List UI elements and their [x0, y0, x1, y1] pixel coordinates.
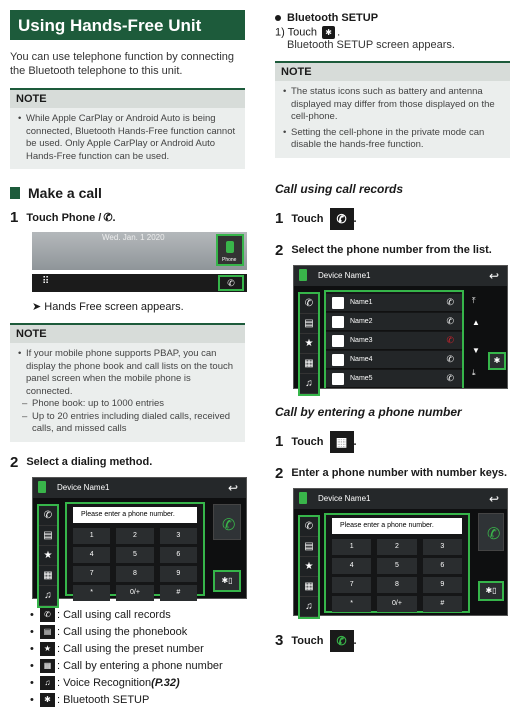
- phonebook-icon[interactable]: ▤: [300, 314, 318, 334]
- key[interactable]: 0/+: [116, 585, 153, 601]
- note-heading: NOTE: [10, 325, 245, 343]
- records-step-2: 2 Select the phone number from the list.: [275, 241, 492, 259]
- legend-item: • ✆ : Call using call records: [32, 607, 245, 624]
- key[interactable]: 5: [116, 547, 153, 563]
- scroll-up-icon[interactable]: ▲: [472, 317, 480, 327]
- legend-item: • ▦ : Call by entering a phone number: [32, 658, 245, 675]
- legend-item: • ★ : Call using the preset number: [32, 641, 245, 658]
- keypad: [324, 513, 470, 613]
- call-icon: ✆: [222, 516, 236, 534]
- handsfree-screen: [32, 477, 247, 599]
- legend-item: • ✱ : Bluetooth SETUP: [32, 692, 245, 709]
- call-records-icon[interactable]: ✆: [39, 506, 57, 526]
- bluetooth-setup-button[interactable]: ✱▯: [478, 581, 504, 601]
- key[interactable]: 0/+: [377, 596, 416, 612]
- list-item[interactable]: Name3 ✆: [326, 332, 462, 350]
- key[interactable]: 5: [377, 558, 416, 574]
- note-box-3: [275, 61, 510, 158]
- step-text: Select a dialing method.: [26, 456, 153, 468]
- scroll-top-icon[interactable]: ⤒: [472, 295, 476, 305]
- section-mark-icon: [10, 187, 20, 199]
- legend-item: • ♫ : Voice Recognition (P.32): [32, 675, 245, 692]
- dialpad-icon[interactable]: ▦: [39, 566, 57, 586]
- key[interactable]: 2: [116, 528, 153, 544]
- entry-step-3: 3 Touch ✆ .: [275, 630, 510, 652]
- navbar-image: [32, 274, 247, 292]
- keypad-grid: [67, 526, 203, 603]
- call-button[interactable]: [478, 513, 504, 551]
- note-box: [10, 88, 245, 169]
- outgoing-call-icon: ✆: [446, 353, 454, 364]
- dialpad-screen: [293, 488, 508, 616]
- dialpad-icon: ▦: [330, 431, 354, 453]
- key[interactable]: #: [160, 585, 197, 601]
- result-text: ➤ Hands Free screen appears.: [32, 301, 184, 313]
- bt-step: 1) Touch ✱ .: [275, 26, 341, 39]
- records-title: Call using call records: [275, 181, 404, 196]
- key[interactable]: 1: [73, 528, 110, 544]
- step-number: 1: [10, 209, 19, 226]
- call-icon: ✆: [330, 630, 354, 652]
- note-body: [275, 81, 510, 158]
- back-icon[interactable]: ↩: [488, 268, 499, 283]
- call-records-icon[interactable]: ✆: [300, 517, 318, 537]
- keypad: [65, 502, 205, 596]
- phone-button[interactable]: [216, 234, 244, 266]
- voice-icon[interactable]: ♫: [39, 586, 57, 606]
- note-item: • The status icons such as battery and antenna displayed may differ from those displayed on the cell-phone.: [283, 86, 502, 124]
- key[interactable]: 7: [73, 566, 110, 582]
- scroll-down-icon[interactable]: ▼: [472, 345, 480, 355]
- note-heading: NOTE: [275, 63, 510, 81]
- call-records-icon: • ✆: [40, 608, 55, 622]
- key[interactable]: 3: [160, 528, 197, 544]
- bluetooth-setup-button[interactable]: ✱: [488, 352, 506, 370]
- screen-header: [294, 489, 507, 509]
- key[interactable]: 9: [160, 566, 197, 582]
- bluetooth-phone-icon: [299, 269, 307, 281]
- device-name: Device Name1: [318, 493, 371, 503]
- note-body: [10, 343, 245, 442]
- star-icon: • ★: [40, 642, 55, 656]
- bluetooth-phone-icon: [299, 492, 307, 504]
- star-icon[interactable]: ★: [300, 334, 318, 354]
- entry-title: Call by entering a phone number: [275, 404, 462, 419]
- back-icon[interactable]: ↩: [227, 480, 238, 495]
- voice-icon: • ♫: [40, 676, 55, 690]
- method-sidebar: [298, 515, 320, 619]
- phonebook-icon[interactable]: ▤: [39, 526, 57, 546]
- key[interactable]: 4: [73, 547, 110, 563]
- missed-call-icon: ✆: [446, 334, 454, 345]
- phonebook-icon[interactable]: ▤: [300, 537, 318, 557]
- bluetooth-phone-icon: [38, 481, 46, 493]
- call-records-screen: [293, 265, 508, 389]
- voice-icon[interactable]: ♫: [300, 597, 318, 617]
- note-subitem: – Up to 20 entries including dialed calls, received calls, and missed calls: [18, 411, 237, 436]
- key[interactable]: 9: [423, 577, 462, 593]
- device-name: Device Name1: [318, 270, 371, 280]
- note-item: • While Apple CarPlay or Android Auto is being connected, Bluetooth Hands-Free function cannot be used. Only Apple CarPlay or Android Auto Hands-Free function can be used.: [18, 113, 237, 163]
- note-subitem: – Phone book: up to 1000 entries: [18, 398, 237, 411]
- bt-heading: Bluetooth SETUP: [275, 12, 510, 24]
- right-column: [275, 12, 510, 652]
- list-item[interactable]: Name1 ✆: [326, 294, 462, 312]
- key[interactable]: 7: [332, 577, 371, 593]
- star-icon[interactable]: ★: [300, 557, 318, 577]
- key[interactable]: 2: [377, 539, 416, 555]
- key[interactable]: 4: [332, 558, 371, 574]
- dialpad-icon: • ▦: [40, 659, 55, 673]
- page-title: Using Hands-Free Unit: [10, 10, 245, 40]
- dialpad-icon[interactable]: ▦: [300, 354, 318, 374]
- records-list: [324, 290, 464, 388]
- scroll-bottom-icon[interactable]: ⤓: [472, 367, 476, 377]
- phone-nav-button[interactable]: ✆: [218, 275, 244, 291]
- keypad-grid: [326, 537, 468, 614]
- call-records-icon: ✆: [330, 208, 354, 230]
- outgoing-call-icon: ✆: [446, 372, 454, 383]
- outgoing-call-icon: ✆: [446, 315, 454, 326]
- key[interactable]: *: [73, 585, 110, 601]
- step-text: Touch: [26, 211, 59, 224]
- screen-header: [294, 266, 507, 286]
- voice-icon[interactable]: ♫: [300, 374, 318, 394]
- phone-label: Phone: [222, 257, 237, 263]
- call-icon: ✆: [487, 525, 501, 543]
- method-sidebar: [298, 292, 320, 396]
- bluetooth-setup-icon: • ✱: [40, 693, 55, 707]
- bluetooth-setup-button[interactable]: ✱▯: [213, 570, 241, 592]
- key[interactable]: 8: [116, 566, 153, 582]
- icon-legend: [32, 607, 245, 709]
- step-2: [10, 454, 245, 471]
- phone-handset-icon: ✆: [103, 212, 113, 224]
- list-item[interactable]: Name4 ✆: [326, 351, 462, 369]
- key[interactable]: 8: [377, 577, 416, 593]
- outgoing-call-icon: ✆: [446, 296, 454, 307]
- list-item[interactable]: Name5 ✆: [326, 370, 462, 388]
- legend-item: • ▤ : Call using the phonebook: [32, 624, 245, 641]
- star-icon[interactable]: ★: [39, 546, 57, 566]
- section-heading-text: Make a call: [28, 185, 102, 201]
- screen-header: [33, 478, 246, 498]
- step-1: 1 Touch Phone / ✆ .: [10, 209, 116, 226]
- note-item: • Setting the cell-phone in the private mode can disable the hands-free function.: [283, 127, 502, 152]
- note-heading: NOTE: [10, 90, 245, 108]
- note-body: [10, 108, 245, 169]
- note-box-2: [10, 323, 245, 442]
- section-heading: [10, 185, 245, 201]
- phone-number-field[interactable]: Please enter a phone number.: [332, 518, 462, 534]
- intro-text: You can use telephone function by connecting the Bluetooth telephone to this unit.: [10, 51, 235, 77]
- bt-result: Bluetooth SETUP screen appears.: [287, 39, 455, 51]
- left-column: [10, 10, 245, 709]
- entry-step-2: 2 Enter a phone number with number keys.: [275, 464, 508, 482]
- method-sidebar: [37, 504, 59, 608]
- home-screen-image: [32, 232, 247, 270]
- step-bold: Phone /: [61, 211, 102, 224]
- grid-icon: ⠿: [42, 276, 50, 287]
- device-name: Device Name1: [57, 482, 110, 492]
- entry-step-1: 1 Touch ▦ .: [275, 431, 510, 453]
- date-text: Wed. Jan. 1 2020: [102, 233, 165, 242]
- key[interactable]: 1: [332, 539, 371, 555]
- back-icon[interactable]: ↩: [488, 491, 499, 506]
- key[interactable]: 6: [423, 558, 462, 574]
- note-item: • If your mobile phone supports PBAP, you can display the phone book and call lists on the touch panel screen when the mobile phone is connected.: [18, 348, 237, 398]
- records-step-1: 1 Touch ✆ .: [275, 208, 510, 230]
- key[interactable]: 6: [160, 547, 197, 563]
- phone-app-icon: [226, 241, 234, 253]
- bluetooth-setup-icon: ✱: [322, 26, 335, 39]
- call-records-icon[interactable]: ✆: [300, 294, 318, 314]
- key[interactable]: #: [423, 596, 462, 612]
- key[interactable]: 3: [423, 539, 462, 555]
- phone-number-field[interactable]: Please enter a phone number.: [73, 507, 197, 523]
- step-number: 2: [10, 453, 19, 471]
- list-item[interactable]: Name2 ✆: [326, 313, 462, 331]
- call-button[interactable]: [213, 504, 241, 540]
- phonebook-icon: • ▤: [40, 625, 55, 639]
- dialpad-icon[interactable]: ▦: [300, 577, 318, 597]
- key[interactable]: *: [332, 596, 371, 612]
